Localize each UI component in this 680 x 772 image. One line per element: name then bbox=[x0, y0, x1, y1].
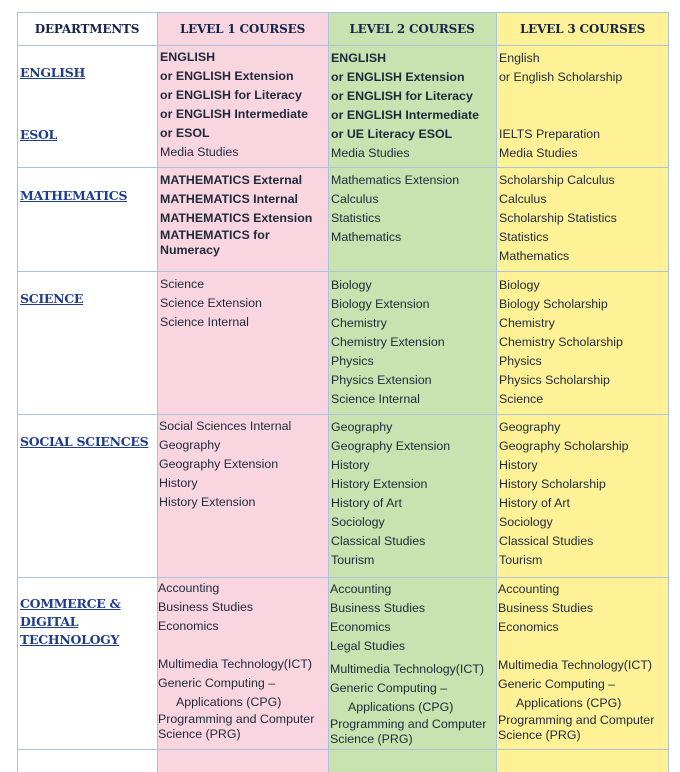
grid-line bbox=[17, 749, 669, 750]
course-item: Geography Scholarship bbox=[499, 439, 629, 453]
course-item: Tourism bbox=[499, 553, 543, 567]
grid-line bbox=[17, 12, 18, 772]
course-item: or ENGLISH Intermediate bbox=[331, 108, 480, 122]
course-item: Chemistry bbox=[331, 316, 387, 330]
course-item: or ENGLISH for Literacy bbox=[331, 89, 473, 103]
course-item: or ENGLISH Intermediate bbox=[160, 107, 309, 121]
course-item: IELTS Preparation bbox=[499, 127, 601, 141]
course-item: History bbox=[159, 476, 198, 490]
course-item: Chemistry Extension bbox=[331, 335, 445, 349]
course-item: Economics bbox=[158, 619, 219, 633]
course-item: Business Studies bbox=[158, 600, 254, 614]
commerce-level-1 bbox=[158, 579, 326, 742]
course-item: Science bbox=[160, 277, 205, 291]
esol-level-3 bbox=[499, 125, 600, 163]
course-item: Statistics bbox=[331, 211, 381, 225]
course-item: Biology Extension bbox=[331, 297, 430, 311]
header-departments: DEPARTMENTS bbox=[34, 21, 140, 36]
course-item: Accounting bbox=[498, 582, 560, 596]
course-item: Physics Scholarship bbox=[499, 373, 610, 387]
course-item: History of Art bbox=[499, 496, 570, 510]
course-item: Classical Studies bbox=[331, 534, 426, 548]
dept-commerce-digital-technology: COMMERCE & DIGITAL TECHNOLOGY bbox=[20, 596, 121, 647]
header-level-2: LEVEL 2 COURSES bbox=[349, 21, 475, 36]
course-item: Geography bbox=[159, 438, 221, 452]
grid-line bbox=[17, 167, 669, 168]
mathematics-level-1 bbox=[160, 171, 325, 258]
course-item: Social Sciences Internal bbox=[159, 419, 292, 433]
course-item: Applications (CPG) bbox=[348, 700, 454, 714]
course-item: Applications (CPG) bbox=[516, 696, 622, 710]
course-item: Generic Computing – bbox=[498, 677, 616, 691]
course-item: Multimedia Technology(ICT) bbox=[498, 658, 653, 672]
course-item: Geography Extension bbox=[331, 439, 451, 453]
course-item: Chemistry Scholarship bbox=[499, 335, 623, 349]
social-sciences-level-1 bbox=[159, 417, 291, 512]
mathematics-level-2 bbox=[331, 171, 459, 247]
course-item: Science Internal bbox=[160, 315, 249, 329]
english-level-3 bbox=[499, 49, 622, 87]
course-item: Programming and Computer Science (PRG) bbox=[330, 717, 487, 746]
course-item: Scholarship Calculus bbox=[499, 173, 615, 187]
course-item: Biology bbox=[499, 278, 540, 292]
header-level-3: LEVEL 3 COURSES bbox=[519, 21, 646, 36]
course-item: Physics bbox=[499, 354, 542, 368]
course-item: MATHEMATICS for Numeracy bbox=[160, 228, 270, 257]
course-item: or UE Literacy ESOL bbox=[331, 127, 453, 141]
course-item: MATHEMATICS External bbox=[160, 173, 303, 187]
course-item: Classical Studies bbox=[499, 534, 594, 548]
science-level-2 bbox=[331, 276, 445, 409]
course-item: Multimedia Technology(ICT) bbox=[158, 657, 313, 671]
course-item: Sociology bbox=[499, 515, 553, 529]
course-item: Mathematics bbox=[499, 249, 570, 263]
grid-line bbox=[496, 12, 497, 772]
course-item: Generic Computing – bbox=[158, 676, 276, 690]
english-level-1 bbox=[160, 48, 308, 162]
course-item: History Scholarship bbox=[499, 477, 606, 491]
course-item: Accounting bbox=[158, 581, 220, 595]
commerce-level-3 bbox=[498, 580, 666, 743]
grid-line bbox=[328, 12, 329, 772]
course-item: English bbox=[499, 51, 540, 65]
course-item: or ENGLISH Extension bbox=[331, 70, 465, 84]
course-item: Programming and Computer Science (PRG) bbox=[158, 712, 315, 741]
course-item: Mathematics bbox=[331, 230, 402, 244]
course-item: History Extension bbox=[159, 495, 256, 509]
course-item: Calculus bbox=[331, 192, 379, 206]
course-item: Programming and Computer Science (PRG) bbox=[498, 713, 655, 742]
course-item: Sociology bbox=[331, 515, 385, 529]
course-item: Economics bbox=[498, 620, 559, 634]
course-item: Science bbox=[499, 392, 544, 406]
course-item: History bbox=[331, 458, 370, 472]
course-item: or English Scholarship bbox=[499, 70, 623, 84]
course-item: Generic Computing – bbox=[330, 681, 448, 695]
course-item: Geography bbox=[499, 420, 561, 434]
course-item: MATHEMATICS Extension bbox=[160, 211, 313, 225]
course-item: Mathematics Extension bbox=[331, 173, 460, 187]
course-item: ENGLISH bbox=[331, 51, 387, 65]
course-item: History Extension bbox=[331, 477, 428, 491]
course-item: Media Studies bbox=[499, 146, 578, 160]
course-item: Chemistry bbox=[499, 316, 555, 330]
dept-esol: ESOL bbox=[20, 127, 58, 142]
grid-line bbox=[17, 45, 669, 46]
grid-line bbox=[668, 12, 669, 772]
course-item: Media Studies bbox=[331, 146, 410, 160]
course-item: Applications (CPG) bbox=[176, 695, 282, 709]
science-level-1 bbox=[160, 275, 262, 332]
social-sciences-level-2 bbox=[331, 418, 450, 570]
course-item: Business Studies bbox=[330, 601, 426, 615]
course-item: Media Studies bbox=[160, 145, 239, 159]
course-item: Biology bbox=[331, 278, 372, 292]
mathematics-level-3 bbox=[499, 171, 617, 266]
commerce-level-2 bbox=[330, 580, 495, 747]
course-item: Science Extension bbox=[160, 296, 262, 310]
english-level-2 bbox=[331, 49, 479, 163]
social-sciences-level-3 bbox=[499, 418, 629, 570]
courses-table bbox=[17, 12, 669, 772]
dept-mathematics: MATHEMATICS bbox=[20, 188, 128, 203]
course-item: Business Studies bbox=[498, 601, 594, 615]
grid-line bbox=[17, 414, 669, 415]
header-level-1: LEVEL 1 COURSES bbox=[179, 21, 306, 36]
dept-english: ENGLISH bbox=[20, 65, 86, 80]
course-item: Multimedia Technology(ICT) bbox=[330, 662, 485, 676]
course-item: Physics Extension bbox=[331, 373, 432, 387]
course-item: Statistics bbox=[499, 230, 549, 244]
grid-line bbox=[17, 577, 669, 578]
course-item: Tourism bbox=[331, 553, 375, 567]
course-item: History of Art bbox=[331, 496, 402, 510]
course-item: Geography Extension bbox=[159, 457, 279, 471]
science-level-3 bbox=[499, 276, 623, 409]
course-item: Physics bbox=[331, 354, 374, 368]
course-item: or ENGLISH Extension bbox=[160, 69, 294, 83]
dept-science: SCIENCE bbox=[20, 291, 84, 306]
course-item: or ENGLISH for Literacy bbox=[160, 88, 302, 102]
course-item: Scholarship Statistics bbox=[499, 211, 617, 225]
course-item: History bbox=[499, 458, 538, 472]
grid-line bbox=[17, 271, 669, 272]
course-item: or ESOL bbox=[160, 126, 210, 140]
course-item: Geography bbox=[331, 420, 393, 434]
course-item: ENGLISH bbox=[160, 50, 216, 64]
course-item: Calculus bbox=[499, 192, 547, 206]
course-item: Accounting bbox=[330, 582, 392, 596]
course-item: Economics bbox=[330, 620, 391, 634]
course-item: Science Internal bbox=[331, 392, 420, 406]
course-item: Legal Studies bbox=[330, 639, 406, 653]
dept-social-sciences: SOCIAL SCIENCES bbox=[20, 434, 149, 449]
course-item: MATHEMATICS Internal bbox=[160, 192, 298, 206]
course-item: Biology Scholarship bbox=[499, 297, 608, 311]
